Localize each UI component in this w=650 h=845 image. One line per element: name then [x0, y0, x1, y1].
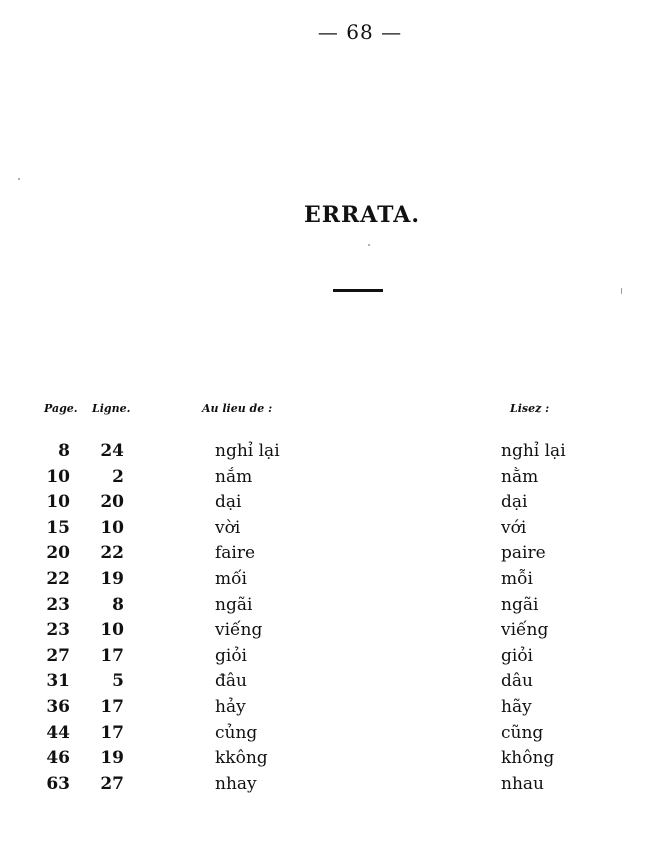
errata-row [0, 467, 650, 493]
row-page: 23 [46, 594, 70, 615]
errata-row [0, 518, 650, 544]
errata-row [0, 492, 650, 518]
row-ligne: 17 [100, 645, 124, 666]
row-ligne: 10 [100, 620, 124, 641]
row-ligne: 17 [100, 722, 124, 743]
row-au-lieu-de: giỏi [215, 645, 247, 666]
row-au-lieu-de: đâu [215, 671, 247, 692]
row-au-lieu-de: kkông [215, 748, 268, 769]
row-ligne: 10 [100, 517, 124, 538]
row-ligne: 22 [100, 543, 124, 564]
row-lisez: nhau [501, 773, 544, 794]
errata-row [0, 723, 650, 749]
row-lisez: giỏi [501, 645, 533, 666]
row-page: 10 [46, 466, 70, 487]
errata-row [0, 620, 650, 646]
errata-row [0, 441, 650, 467]
row-au-lieu-de: viếng [215, 620, 263, 641]
row-lisez: ngãi [501, 594, 539, 615]
errata-row [0, 697, 650, 723]
print-speck [18, 178, 20, 180]
row-page: 8 [58, 441, 70, 461]
row-page: 44 [46, 722, 70, 743]
row-ligne: 24 [100, 441, 124, 461]
errata-row [0, 646, 650, 672]
row-lisez: không [501, 748, 555, 769]
row-au-lieu-de: dại [215, 492, 242, 513]
row-lisez: cũng [501, 722, 544, 743]
row-page: 15 [46, 517, 70, 538]
errata-table [0, 441, 650, 799]
row-au-lieu-de: faire [215, 543, 256, 564]
title-rule [333, 289, 383, 292]
row-au-lieu-de: hảy [215, 696, 246, 717]
row-au-lieu-de: nghỉ lại [215, 441, 280, 461]
row-page: 22 [46, 568, 70, 589]
row-page: 36 [46, 696, 70, 717]
row-page: 27 [46, 645, 70, 666]
column-header-au-lieu-de: Au lieu de : [202, 402, 273, 415]
row-lisez: dại [501, 492, 528, 513]
row-ligne: 27 [100, 773, 124, 794]
row-lisez: viếng [501, 620, 549, 641]
column-header-ligne: Ligne. [92, 402, 131, 415]
row-ligne: 20 [100, 492, 124, 513]
errata-row [0, 569, 650, 595]
page-number: — 68 — [317, 20, 403, 44]
row-page: 46 [46, 748, 70, 769]
row-au-lieu-de: mối [215, 568, 247, 589]
row-ligne: 5 [112, 671, 124, 692]
row-page: 23 [46, 620, 70, 641]
row-au-lieu-de: ngãi [215, 594, 253, 615]
row-ligne: 8 [112, 594, 124, 615]
page-title: ERRATA. [303, 202, 421, 228]
row-au-lieu-de: vời [215, 517, 241, 538]
column-header-page: Page. [44, 402, 78, 415]
row-ligne: 19 [100, 748, 124, 769]
row-lisez: hãy [501, 696, 532, 717]
row-page: 31 [46, 671, 70, 692]
row-lisez: với [501, 517, 527, 538]
row-ligne: 17 [100, 696, 124, 717]
row-page: 63 [46, 773, 70, 794]
column-header-lisez: Lisez : [510, 402, 550, 415]
errata-row [0, 543, 650, 569]
errata-row [0, 748, 650, 774]
row-lisez: nằm [501, 466, 539, 487]
row-ligne: 2 [112, 466, 124, 487]
print-speck [368, 244, 370, 246]
row-lisez: dâu [501, 671, 533, 692]
errata-row [0, 671, 650, 697]
row-au-lieu-de: củng [215, 722, 258, 743]
row-au-lieu-de: nắm [215, 466, 253, 487]
row-lisez: paire [501, 543, 546, 564]
row-ligne: 19 [100, 568, 124, 589]
row-page: 10 [46, 492, 70, 513]
errata-row [0, 595, 650, 621]
row-au-lieu-de: nhay [215, 773, 257, 794]
row-page: 20 [46, 543, 70, 564]
errata-row [0, 774, 650, 800]
row-lisez: mỗi [501, 568, 533, 589]
row-lisez: nghỉ lại [501, 441, 566, 461]
print-speck [621, 288, 622, 294]
